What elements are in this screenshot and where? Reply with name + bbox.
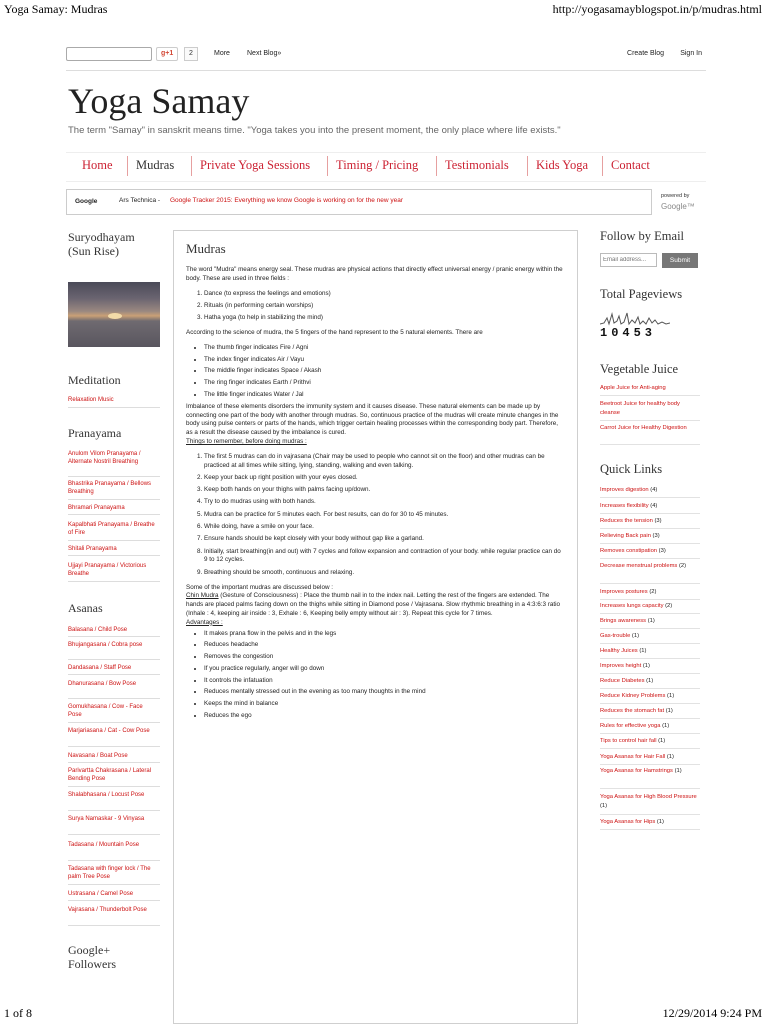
fields-list [186,290,566,323]
sunrise-title: Suryodhayam (Sun Rise) [68,230,135,258]
divider [68,834,160,835]
pageviews-sparkline [600,308,670,326]
list-item: • Keeps the mind in balance [204,700,566,709]
sidebar-link-pranayama[interactable]: Bhastrika Pranayama / Bellows Breathing [68,481,152,495]
tab-separator [436,156,437,176]
divider [600,703,700,704]
advantages-label: Advantages : [186,618,223,626]
quick-link[interactable]: Yoga Asanas for Hips (1) [600,819,664,825]
list-item: 6. While doing, have a smile on your face. [204,523,566,532]
list-item: 2. Rituals (in performing certain worships) [204,302,566,311]
quick-link[interactable]: Increases flexibility (4) [600,503,658,509]
sidebar-link-asana[interactable]: Tadasana / Mountain Pose [68,842,140,848]
divider [68,636,160,637]
divider [600,718,700,719]
sidebar-link-asana[interactable]: Tadasana with finger lock / The palm Tree Pose [68,866,151,880]
divider [600,395,700,396]
divider [600,513,700,514]
divider [68,722,160,723]
quick-link[interactable]: Tips to control hair fall (1) [600,738,666,744]
quick-link[interactable]: Improves postures (2) [600,589,657,595]
print-footer [0,1006,768,1022]
divider [600,814,700,815]
pranayama-title: Pranayama [68,426,122,440]
divider [600,613,700,614]
tab-separator [527,156,528,176]
list-item: • Removes the congestion [204,653,566,662]
meditation-title: Meditation [68,373,121,387]
divider [68,659,160,660]
blog-description: The term "Samay" in sanskrit means time. "Yoga takes you into the present moment, the only place where life exists." [68,125,561,136]
quick-link[interactable]: Brings awareness (1) [600,618,655,624]
list-item: 4. Try to do mudras using with both hands. [204,498,566,507]
list-item: • The middle finger indicates Space / Akash [204,367,566,376]
quick-link[interactable]: Rules for effective yoga (1) [600,723,670,729]
total-pageviews-title: Total Pageviews [600,287,683,301]
print-header [0,2,768,18]
quick-link[interactable]: Reduces the tension (3) [600,518,662,524]
divider [68,746,160,747]
divider [68,499,160,500]
divider [68,514,160,515]
tab-mudras[interactable]: Mudras [136,158,175,172]
divider [600,497,700,498]
divider [600,599,700,600]
chin-mudra-name: Chin Mudra [186,592,219,600]
divider [68,860,160,861]
quick-link[interactable]: Reduce Diabetes (1) [600,678,654,684]
remember-list [186,453,566,578]
gplus-count: 2 [184,47,198,61]
divider [68,581,160,582]
sidebar-link-asana[interactable]: Dandasana / Staff Pose [68,665,132,671]
sidebar-link-asana[interactable]: Shalabhasana / Locust Pose [68,792,145,798]
divider [600,444,700,445]
juice-link[interactable]: Carrot Juice for Healthy Digestion [600,425,687,431]
sidebar-link-asana[interactable]: Surya Namaskar - 9 Vinyasa [68,816,145,822]
list-item: • It makes prana flow in the pelvis and in the legs [204,630,566,639]
sidebar-link-asana[interactable]: Navasana / Boat Pose [68,753,128,759]
divider [600,583,700,584]
navbar-divider [66,70,706,71]
sidebar-link-pranayama[interactable]: Kapalbhati Pranayama / Breathe of Fire [68,522,155,536]
advantages-list [186,630,566,721]
list-item: 3. Hatha yoga (to help in stabilizing the mind) [204,314,566,323]
page-tabs [66,152,706,182]
list-item: 7. Ensure hands should be kept closely with your body without gap like a garland. [204,535,566,544]
chin-mudra-paragraph [186,592,566,618]
divider [600,420,700,421]
sidebar-link-pranayama[interactable]: Anulom Vilom Pranayama / Alternate Nostril Breathing [68,451,141,465]
gplus-button[interactable]: g+1 [156,47,178,61]
sidebar-link-relaxation-music[interactable]: Relaxation Music [68,397,114,403]
tab-testimonials[interactable]: Testimonials [445,158,509,172]
divider [68,900,160,901]
tab-timing-pricing[interactable]: Timing / Pricing [336,158,419,172]
sidebar-link-asana[interactable]: Marjariasana / Cat - Cow Pose [68,728,150,734]
sun-glow [108,313,122,319]
list-item: • Reduces headache [204,641,566,650]
divider [600,543,700,544]
sidebar-link-asana[interactable]: Vajrasana / Thunderbolt Pose [68,907,147,913]
news-google-label: Google [75,198,98,205]
list-item: • The ring finger indicates Earth / Prithvi [204,379,566,388]
quick-link[interactable]: Improves height (1) [600,663,650,669]
navbar-search-input[interactable] [66,47,152,61]
post-title: Mudras [186,241,226,256]
sidebar-link-asana[interactable]: Gomukhasana / Cow - Face Pose [68,704,143,718]
quick-link[interactable]: Yoga Asanas for Hamstrings (1) [600,768,682,774]
quick-link[interactable]: Decrease menstrual problems (2) [600,563,687,569]
pageviews-counter: 10453 [600,326,657,340]
sidebar-link-pranayama[interactable]: Bhramari Pranayama [68,505,125,511]
list-item: • The thumb finger indicates Fire / Agni [204,344,566,353]
divider [68,540,160,541]
quick-link[interactable]: Yoga Asanas for Hair Fall (1) [600,754,674,760]
tab-separator [602,156,603,176]
post-body [186,266,566,724]
divider [600,829,700,830]
print-datetime: 12/29/2014 9:24 PM [662,1006,762,1020]
divider [600,658,700,659]
divider [68,884,160,885]
print-page-number: 1 of 8 [4,1006,32,1020]
list-item: • If you practice regularly, anger will go down [204,665,566,674]
list-item: • The index finger indicates Air / Vayu [204,356,566,365]
list-item: 9. Breathing should be smooth, continuous and relaxing. [204,569,566,578]
sidebar-link-asana[interactable]: Dhanurasana / Bow Pose [68,681,137,687]
tab-separator [191,156,192,176]
sidebar-link-asana[interactable]: Balasana / Child Pose [68,627,128,633]
juice-link[interactable]: Beetroot Juice for healthy body cleanse [600,401,680,416]
divider [600,733,700,734]
divider [600,748,700,749]
imbalance-paragraph: Imbalance of these elements disorders the immunity system and it causes disease. These natural elements can be made up by connecting one part of the body with another through mudras. So, continuous practice of the mudras will create minute changes in the body using pulse centers or parts of the hands, which trigger certain healing processes within the corresponding body part. Therefore, as a result the disease caused by the imbalance is cured. [186,402,559,437]
blog-title[interactable]: Yoga Samay [68,81,250,121]
divider [600,558,700,559]
divider [600,643,700,644]
divider [68,555,160,556]
list-item: • It controls the infatuation [204,677,566,686]
news-source: Ars Technica - [119,197,161,204]
divider [600,788,700,789]
tab-kids-yoga[interactable]: Kids Yoga [536,158,589,172]
chin-mudra-description: (Gesture of Consciousness) : Place the thumb nail in to the index nail. Letting the rest of the fingers are extended. The hands are placed palms facing down on the thighs while sitting in Diamond pose / Vajrasana. Slow rhythmic breathing in a 4:3:6:3 ratio (Inhale : 4, keeping air inside : 3, Exhale : 6, Keeping belly empty without air : 3). Repeat this cycle for 7 times. [186,592,561,617]
divider [600,628,700,629]
tab-home[interactable]: Home [82,158,113,172]
list-item: • Reduces the ego [204,712,566,721]
post-intro: The word "Mudra" means energy seal. These mudras are physical actions that directly effect universal energy / pranic energy within the body. These are used in three fields : [186,266,563,282]
remember-heading: Things to remember, before doing mudras : [186,437,307,445]
powered-by-google [661,193,695,211]
divider [68,407,160,408]
list-item: • The little finger indicates Water / Jal [204,391,566,400]
quick-link[interactable]: Healthy Juices (1) [600,648,647,654]
post-container [173,230,578,1024]
sidebar-link-asana[interactable]: Parivartta Chakrasana / Lateral Bending Pose [68,768,152,782]
list-item: 8. Initially, start breathing(in and out) with 7 cycles and follow expansion and contraction of your body. while regular practice can do 9 to 12 cycles. [204,548,566,566]
quick-link[interactable]: Yoga Asanas for High Blood Pressure (1) [600,794,697,809]
quick-link[interactable]: Increases lungs capacity (2) [600,603,673,609]
divider [68,925,160,926]
quick-link[interactable]: Removes constipation (3) [600,548,666,554]
divider [600,764,700,765]
divider [600,528,700,529]
sidebar-link-asana[interactable]: Ustrasana / Camel Pose [68,891,134,897]
divider [68,786,160,787]
list-item: 1. Dance (to express the feelings and emotions) [204,290,566,299]
divider [68,674,160,675]
google-logo: Google™ [661,202,695,211]
divider [68,762,160,763]
list-item: • Reduces mentally stressed out in the evening as too many thoughts in the mind [204,688,566,697]
create-blog-link[interactable]: Create Blog [627,50,664,57]
next-blog-link[interactable]: Next Blog» [247,50,282,57]
google-followers-title: Google+ Followers [68,943,116,971]
news-headline-link[interactable]: Google Tracker 2015: Everything we know Google is working on for the new year [170,197,404,204]
divider [68,476,160,477]
sidebar-link-asana[interactable]: Bhujangasana / Cobra pose [68,642,143,648]
list-item: 2. Keep your back up right position with your eyes closed. [204,474,566,483]
quick-links-title: Quick Links [600,462,663,476]
quick-link[interactable]: Relieving Back pain (3) [600,533,660,539]
quick-link[interactable]: Gas-trouble (1) [600,633,640,639]
email-address-input[interactable] [600,253,657,267]
asanas-title: Asanas [68,601,103,615]
news-ticker [66,189,652,215]
sign-in-link[interactable]: Sign In [680,50,702,57]
fingers-list [186,344,566,400]
tab-contact[interactable]: Contact [611,158,650,172]
sunrise-image [68,282,160,347]
divider [600,688,700,689]
sidebar-link-pranayama[interactable]: Shitali Pranayama [68,546,117,552]
divider [68,698,160,699]
important-mudras-intro: Some of the important mudras are discussed below : [186,583,333,591]
fingers-intro: According to the science of mudra, the 5 fingers of the hand represent to the 5 natural elements. There are [186,328,483,336]
print-url: http://yogasamayblogspot.in/p/mudras.html [552,2,762,16]
quick-link[interactable]: Improves digestion (4) [600,487,658,493]
quick-link[interactable]: Reduces the stomach fat (1) [600,708,673,714]
vegetable-juice-title: Vegetable Juice [600,362,679,376]
list-item: 1. The first 5 mudras can do in vajrasana (Chair may be used to people who cannot sit on the floor) and other mudras can be practiced at all times while sitting, lying, standing, walking and even talking. [204,453,566,471]
divider [68,810,160,811]
more-link[interactable]: More [214,50,230,57]
email-submit-button[interactable]: Submit [662,253,698,268]
list-item: 5. Mudra can be practice for 5 minutes each. For best results, can do for 30 to 45 minutes. [204,511,566,520]
sidebar-link-pranayama[interactable]: Ujjayi Pranayama / Victorious Breathe [68,563,147,577]
tab-separator [327,156,328,176]
divider [600,673,700,674]
blogger-navbar [66,42,706,68]
follow-by-email-title: Follow by Email [600,229,685,243]
powered-by-label: powered by [661,193,690,199]
print-page-title: Yoga Samay: Mudras [4,2,108,16]
list-item: 3. Keep both hands on your thighs with palms facing up/down. [204,486,566,495]
tab-private-yoga-sessions[interactable]: Private Yoga Sessions [200,158,311,172]
quick-link[interactable]: Reduce Kidney Problems (1) [600,693,675,699]
tab-separator [127,156,128,176]
juice-link[interactable]: Apple Juice for Anti-aging [600,385,666,391]
